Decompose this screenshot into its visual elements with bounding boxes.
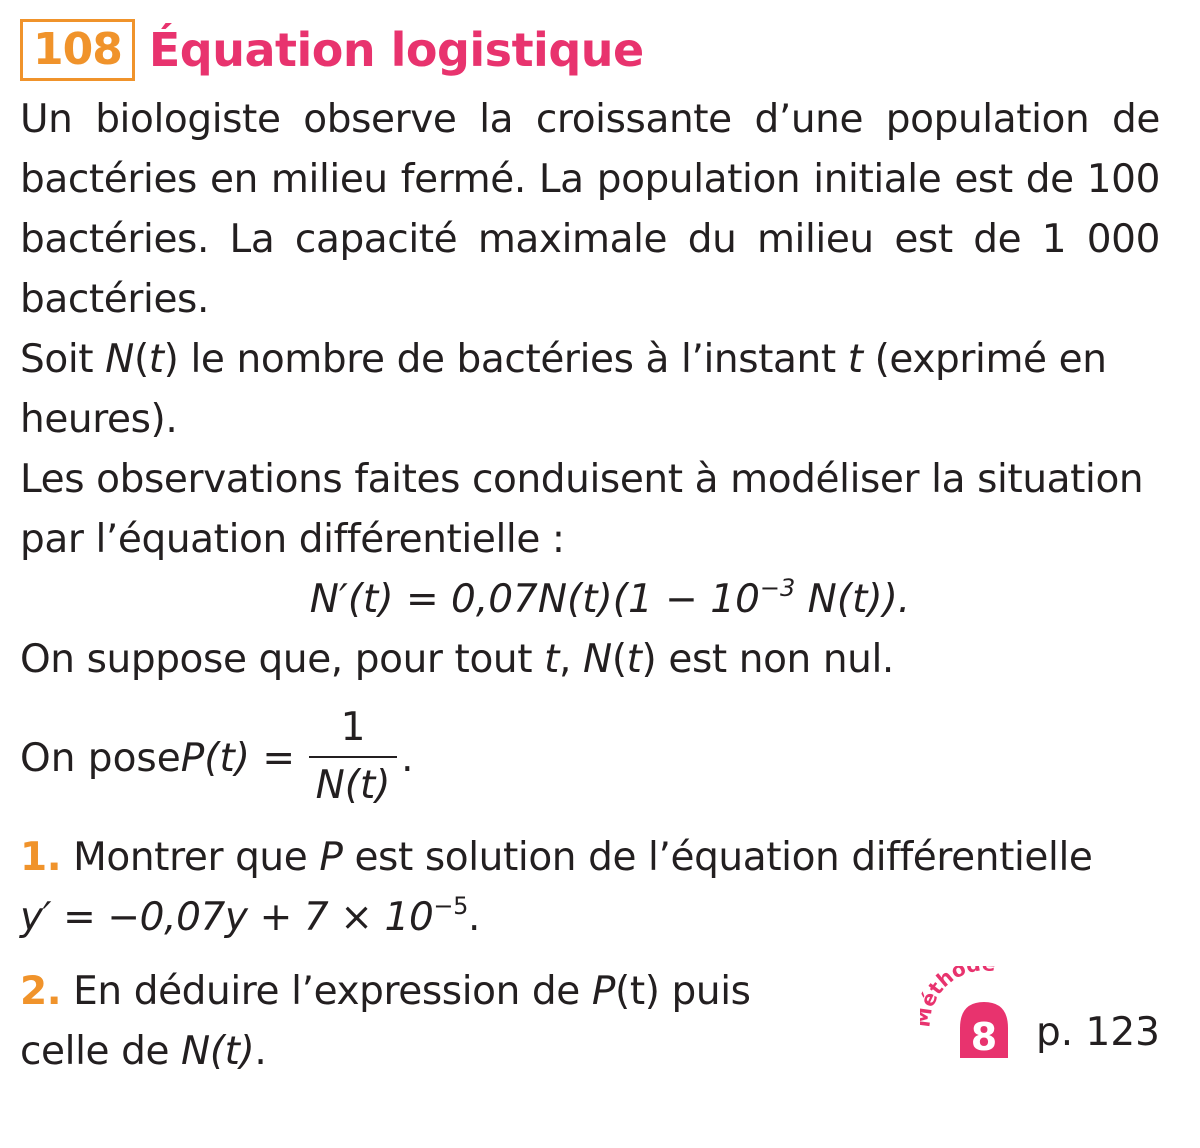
question-1-number: 1. xyxy=(20,835,62,880)
methode-badge-icon xyxy=(920,966,1050,1066)
substitution-definition: On pose P (t) = $\frac{1}{N(t)}$ . xyxy=(20,698,1160,818)
question-2-number: 2. xyxy=(20,969,62,1014)
exercise-title: Équation logistique xyxy=(148,23,644,77)
methode-number: 8 xyxy=(970,1015,998,1059)
paragraph-definition: Soit N(t) le nombre de bactéries à l’instant t (exprimé en heures). xyxy=(20,337,1107,442)
question-2-row xyxy=(20,962,1160,1082)
question-2: 2. En déduire l’expression de P(t) puis celle de N(t). xyxy=(20,969,751,1074)
question-1: 1. Montrer que P est solution de l’équation différentielle $y' = -0,07y + 7 \times 10^{-5}$. xyxy=(20,835,1093,940)
exercise xyxy=(20,10,1160,1082)
exercise-header xyxy=(20,10,1160,90)
question-1-equation: y′ = −0,07y + 7 × 10 xyxy=(20,895,434,940)
fraction-denominator: N(t) xyxy=(315,763,391,808)
methode-badge[interactable] xyxy=(920,966,1050,1066)
exercise-number: 108 xyxy=(20,19,135,81)
page-reference[interactable]: p. 123 xyxy=(1036,1010,1160,1055)
fraction xyxy=(309,704,397,812)
differential-equation: $N'(t) = 0,07N(t)(1 - 10^{-3}$ N(t)). xyxy=(309,574,911,622)
fraction-numerator: 1 xyxy=(340,705,366,750)
methode-label: tho xyxy=(923,966,970,1000)
paragraph-hypothesis: On suppose que, pour tout t, N(t) est non nul. xyxy=(20,637,894,682)
paragraph-intro: Un biologiste observe la croissante d’une population de bactéries en milieu fermé. La population initiale est de 100 bactéries. La capacité maximale du milieu est de 1 000 bactéries. xyxy=(20,97,1160,322)
paragraph-model: Les observations faites conduisent à modéliser la situation par l’équation différentielle : xyxy=(20,457,1144,562)
